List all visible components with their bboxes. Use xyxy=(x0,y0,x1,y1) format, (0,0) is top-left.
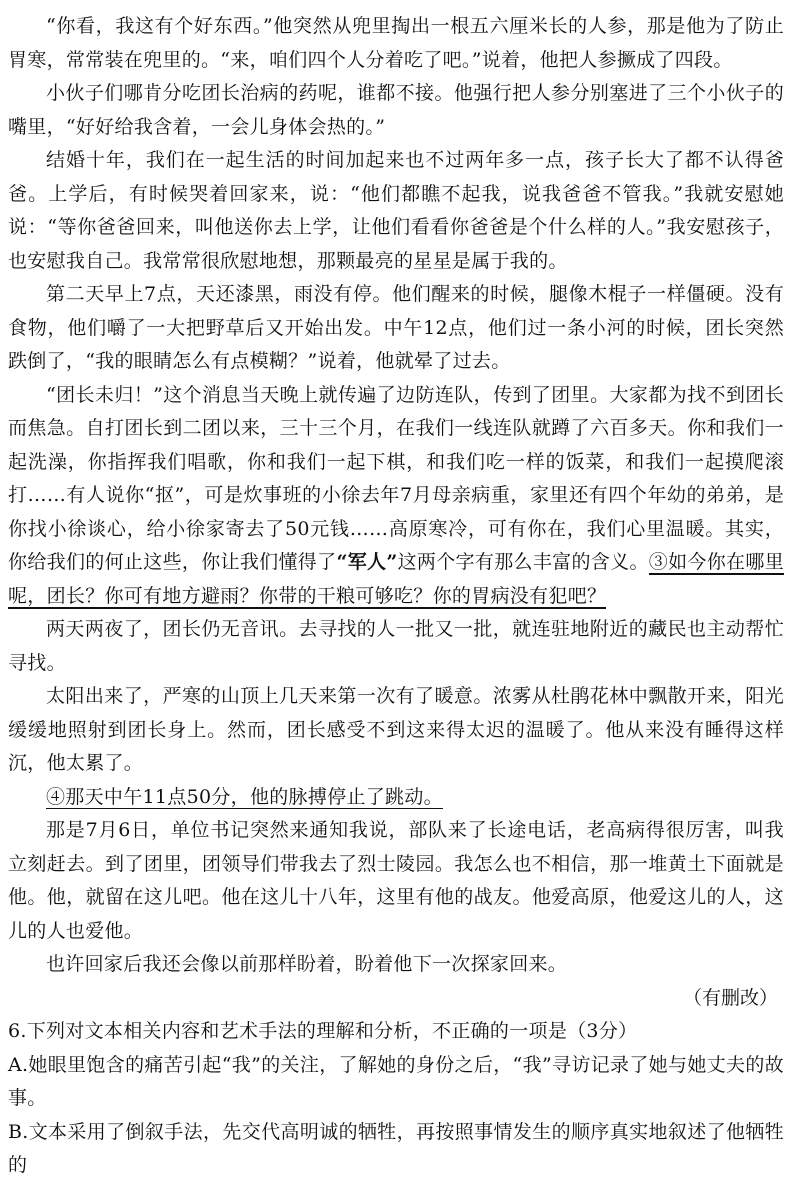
paragraph-search: 两天两夜了，团长仍无音讯。去寻找的人一批又一批，就连驻地附近的藏民也主动帮忙寻找。 xyxy=(8,618,784,674)
underlined-sentence-3: ③如今你在哪里呢，团长？你可有地方避雨？你带的干粮可够吃？你的胃病没有犯吧？ xyxy=(8,551,784,607)
soldier-word: “军人” xyxy=(336,551,398,573)
paragraph-commander-missing-text: “团长未归！”这个消息当天晚上就传遍了边防连队，传到了团里。大家都为找不到团长而焦急。自打团长到二团以来，三十三个月，在我们一线连队就蹲了六百多天。你和我们一起洗澡，你指挥我们唱歌，你和我们一起下棋，和我们吃一样的饭菜，和我们一起摸爬滚打……有人说你“抠”，可是炊事班的小徐去年7月母亲病重，家里还有四个年幼的弟弟，是你找小徐谈心，给小徐家寄去了50元钱……高原寒冷，可有你在，我们心里温暖。其实，你给我们的何止这些，你让我们懂得了 xyxy=(8,383,784,573)
paragraph-july-sixth: 那是7月6日，单位书记突然来通知我说，部队来了长途电话，老高病得很厉害，叫我立刻赶去。到了团里，团领导们带我去了烈士陵园。我怎么也不相信，那一堆黄土下面就是他。他，就留在这儿吧。他在这儿十八年，这里有他的战友。他爱高原，他爱这儿的人，这儿的人也爱他。 xyxy=(8,819,784,942)
question-6-stem: 6.下列对文本相关内容和艺术手法的理解和分析，不正确的一项是（3分） xyxy=(8,1020,638,1042)
paragraph-sunrise: 太阳出来了，严寒的山顶上几天来第一次有了暖意。浓雾从杜鹃花林中飘散开来，阳光缓缓地照射到团长身上。然而，团长感受不到这来得太迟的温暖了。他从来没有睡得这样沉，他太累了。 xyxy=(8,685,784,774)
paragraph-share-ginseng: 小伙子们哪肯分吃团长治病的药呢，谁都不接。他强行把人参分别塞进了三个小伙子的嘴里，“好好给我含着，一会儿身体会热的。” xyxy=(8,82,784,138)
question-6-option-a: A.她眼里饱含的痛苦引起“我”的关注，了解她的身份之后，“我”寻访记录了她与她丈夫的故事。 xyxy=(8,1053,784,1109)
paragraph-next-day: 第二天早上7点，天还漆黑，雨没有停。他们醒来的时候，腿像木棍子一样僵硬。没有食物，他们嚼了一大把野草后又开始出发。中午12点，他们过一条小河的时候，团长突然跌倒了，“我的眼睛怎么有点模糊？”说着，他就晕了过去。 xyxy=(8,283,784,372)
paragraph-marriage: 结婚十年，我们在一起生活的时间加起来也不过两年多一点，孩子长大了都不认得爸爸。上学后，有时候哭着回家来，说：“他们都瞧不起我，说我爸爸不管我。”我就安慰她说：“等你爸爸回来，叫他送你去上学，让他们看看你爸爸是个什么样的人。”我安慰孩子，也安慰我自己。我常常很欣慰地想，那颗最亮的星星是属于我的。 xyxy=(8,149,784,272)
paragraph-waiting: 也许回家后我还会像以前那样盼着，盼着他下一次探家回来。 xyxy=(46,953,568,975)
paragraph-pulse-stopped xyxy=(8,781,784,815)
question-6-option-b: B.文本采用了倒叙手法，先交代高明诚的牺牲，再按照事情发生的顺序真实地叙述了他牺牲的 xyxy=(8,1120,784,1176)
paragraph-ginseng: “你看，我这有个好东西。”他突然从兜里掏出一根五六厘米长的人参，那是他为了防止胃寒，常常装在兜里的。“来，咱们四个人分着吃了吧。”说着，他把人参撅成了四段。 xyxy=(8,15,784,71)
source-note: （有删改） xyxy=(682,986,778,1009)
underlined-sentence-4: ④那天中午11点50分，他的脉搏停止了跳动。 xyxy=(46,785,443,808)
paragraph-commander-missing-text-2: 这两个字有那么丰富的含义。 xyxy=(397,551,649,573)
paragraph-commander-missing xyxy=(8,379,784,614)
